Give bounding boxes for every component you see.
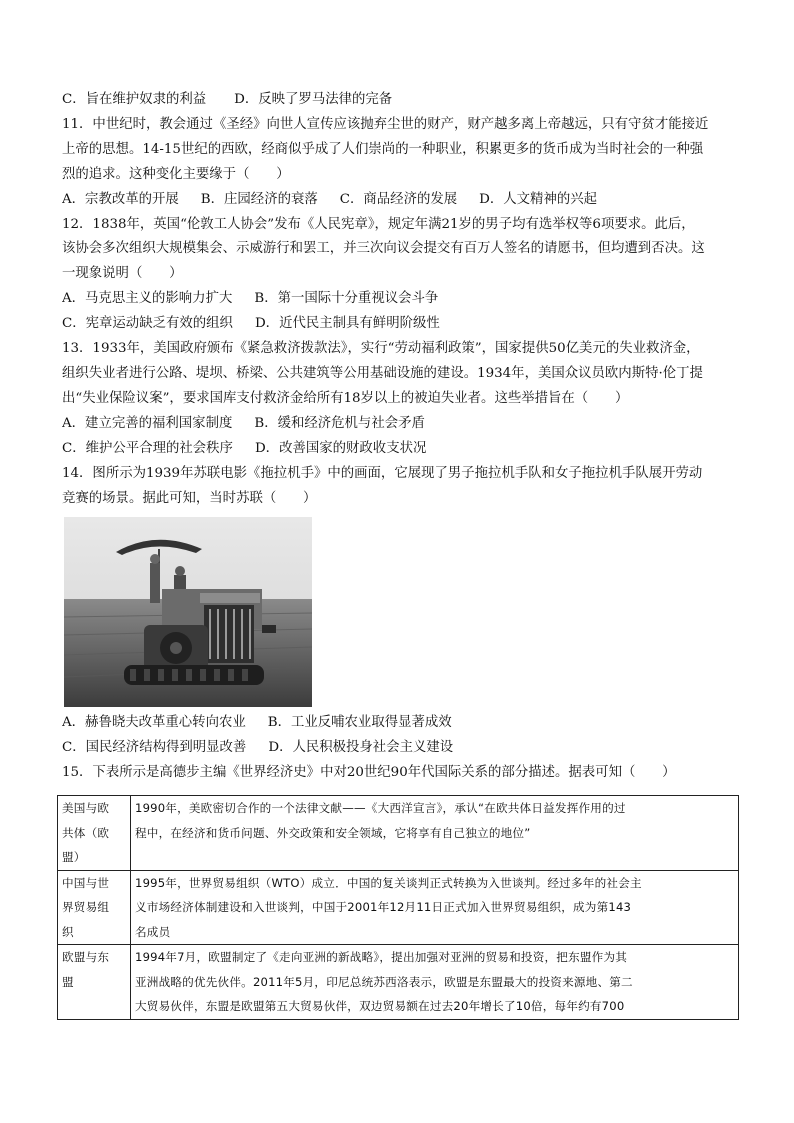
q13-options-ab <box>62 412 742 437</box>
q14-options-cd <box>62 736 742 761</box>
table-row-key: 美国与欧 共体（欧 盟） <box>58 796 131 871</box>
table-row <box>58 796 739 871</box>
table-row-text: 1995年，世界贸易组织（WTO）成立．中国的复关谈判正式转换为入世谈判。经过多年的社会主 义市场经济体制建设和入世谈判，中国于2001年12月11日正式加入世界贸易组织，成为第143 名成员 <box>131 870 739 945</box>
q13-stem-line-2: 组织失业者进行公路、堤坝、桥梁、公共建筑等公用基础设施的建设。1934年，美国众议员欧内斯特·伦丁提 <box>62 365 703 381</box>
international-relations-table <box>57 795 739 1020</box>
q13-stem-line-1: 13．1933年，美国政府颁布《紧急救济拨款法》，实行“劳动福利政策”，国家提供50亿美元的失业救济金， <box>62 341 700 357</box>
table-row-text: 1990年，美欧密切合作的一个法律文献——《大西洋宣言》，承认“在欧共体日益发挥作用的过 程中，在经济和货币问题、外交政策和安全领域，它将享有自己独立的地位” <box>131 796 739 871</box>
table-row-text: 1994年7月，欧盟制定了《走向亚洲的新战略》，提出加强对亚洲的贸易和投资，把东盟作为其 亚洲战略的优先伙伴。2011年5月，印尼总统苏西洛表示，欧盟是东盟最大的投资来源地、第二 大贸易伙伴，东盟是欧盟第五大贸易伙伴，双边贸易额在过去20年增长了10倍，每年约有700 <box>131 945 739 1020</box>
q14-stem-line-1: 14．图所示为1939年苏联电影《拖拉机手》中的画面，它展现了男子拖拉机手队和女子拖拉机手队展开劳动 <box>62 465 703 481</box>
exam-page <box>62 88 742 786</box>
q12-option-a[interactable]: A．马克思主义的影响力扩大 <box>62 291 233 307</box>
q11-option-a[interactable]: A．宗教改革的开展 <box>62 191 179 207</box>
q13-stem-line-3: 出“失业保险议案”，要求国库支付救济金给所有18岁以上的被迫失业者。这些举措旨在（ ） <box>62 390 629 406</box>
q11-stem-line-2: 上帝的思想。14-15世纪的西欧，经商似乎成了人们崇尚的一种职业，积累更多的货币成为当时社会的一种强 <box>62 141 704 157</box>
q12-options-cd <box>62 312 742 337</box>
q14-option-c[interactable]: C．国民经济结构得到明显改善 <box>62 740 247 756</box>
q10-option-c[interactable]: C．旨在维护奴隶的利益 <box>62 92 207 107</box>
q13-option-a[interactable]: A．建立完善的福利国家制度 <box>62 415 233 431</box>
q12-option-d[interactable]: D．近代民主制具有鲜明阶级性 <box>254 316 440 332</box>
q14-options-ab <box>62 711 742 736</box>
table-row-key: 中国与世 界贸易组 织 <box>58 870 131 945</box>
q11-option-b[interactable]: B．庄园经济的衰落 <box>200 191 318 207</box>
q13-option-d[interactable]: D．改善国家的财政收支状况 <box>254 440 427 456</box>
q12-option-b[interactable]: B．第一国际十分重视议会斗争 <box>254 291 439 307</box>
q11-stem-line-1: 11．中世纪时，教会通过《圣经》向世人宣传应该抛弃尘世的财产，财产越多离上帝越远，只有守贫才能接近 <box>62 116 709 132</box>
q12-stem-line-1: 12．1838年，英国“伦敦工人协会”发布《人民宪章》，规定年满21岁的男子均有选举权等6项要求。此后， <box>62 216 695 232</box>
q15-stem: 15．下表所示是高德步主编《世界经济史》中对20世纪90年代国际关系的部分描述。据表可知（ ） <box>62 765 676 781</box>
q10-option-d[interactable]: D．反映了罗马法律的完备 <box>234 92 393 107</box>
q11-option-d[interactable]: D．人文精神的兴起 <box>479 191 598 207</box>
table-row-key: 欧盟与东 盟 <box>58 945 131 1020</box>
q10-options-cd <box>62 88 742 113</box>
q13-option-c[interactable]: C．维护公平合理的社会秩序 <box>62 440 233 456</box>
q11-option-c[interactable]: C．商品经济的发展 <box>339 191 458 207</box>
table-row <box>58 870 739 945</box>
q12-stem-line-2: 该协会多次组织大规模集会、示威游行和罢工，并三次向议会提交有百万人签名的请愿书，但均遭到否决。这 <box>62 241 705 257</box>
q11-options <box>62 188 742 213</box>
q13-option-b[interactable]: B．缓和经济危机与社会矛盾 <box>254 415 425 431</box>
tractor-film-still-image <box>64 517 312 707</box>
tractor-photo-drawing <box>64 517 312 707</box>
q14-stem-line-2: 竞赛的场景。据此可知，当时苏联（ ） <box>62 490 317 506</box>
q14-option-a[interactable]: A．赫鲁晓夫改革重心转向农业 <box>62 715 246 731</box>
q11-stem-line-3: 烈的追求。这种变化主要缘于（ ） <box>62 166 290 182</box>
q13-options-cd <box>62 437 742 462</box>
q14-option-b[interactable]: B．工业反哺农业取得显著成效 <box>267 715 452 731</box>
q14-option-d[interactable]: D．人民积极投身社会主义建设 <box>268 740 454 756</box>
q12-stem-line-3: 一现象说明（ ） <box>62 266 183 282</box>
q12-option-c[interactable]: C．宪章运动缺乏有效的组织 <box>62 316 233 332</box>
q12-options-ab <box>62 287 742 312</box>
table-row <box>58 945 739 1020</box>
